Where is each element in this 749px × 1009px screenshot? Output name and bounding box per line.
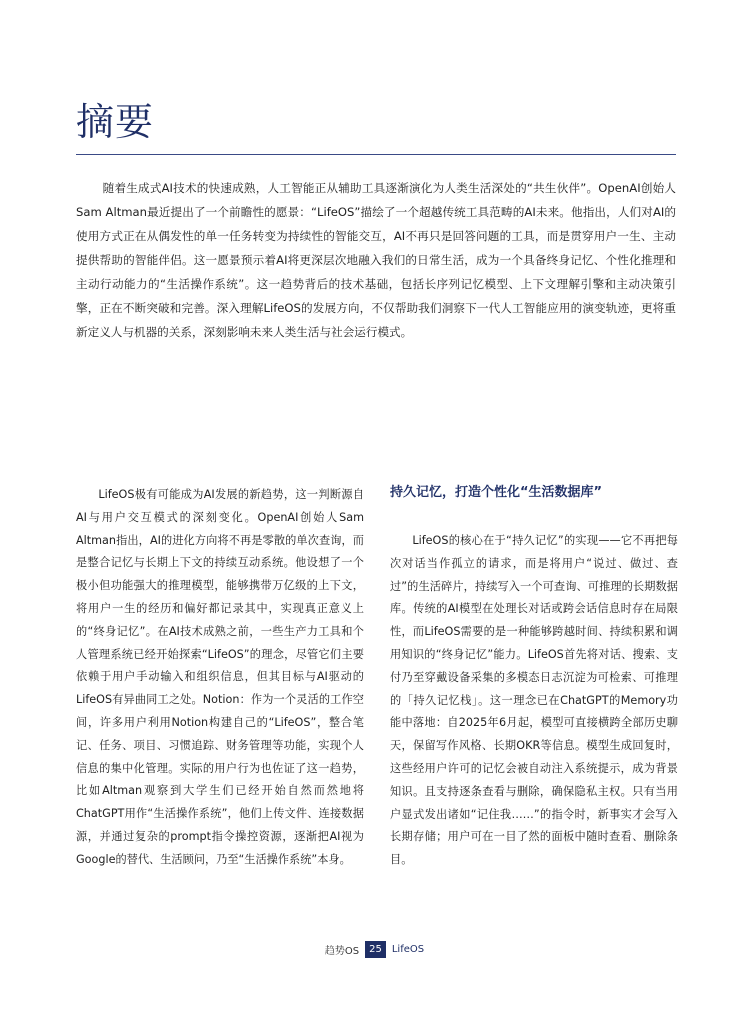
- page-number: 25: [365, 941, 386, 958]
- page-title: 摘要: [76, 100, 155, 144]
- footer-section-label: 趋势OS: [324, 945, 360, 957]
- page-footer: [0, 939, 749, 959]
- right-column-paragraph: LifeOS的核心在于“持久记忆”的实现——它不再把每次对话当作孤立的请求，而是将用户“说过、做过、查过”的生活碎片，持续写入一个可查询、可推理的长期数据库。传统的AI模型在处理长对话或跨会话信息时存在局限性，而LifeOS需要的是一种能够跨越时间、持续积累和调用知识的“终身记忆”能力。LifeOS首先将对话、搜索、支付乃至穿戴设备采集的多模态日志沉淀为可检索、可推理的「持久记忆栈」。这一理念已在ChatGPT的Memory功能中落地：自2025年6月起，模型可直接横跨全部历史聊天，保留写作风格、长期OKR等信息。模型生成回复时，这些经用户许可的记忆会被自动注入系统提示，成为背景知识。且支持逐条查看与删除，确保隐私主权。只有当用户显式发出诸如“记住我……”的指令时，新事实才会写入长期存储；用户可在一目了然的面板中随时查看、删除条目。: [390, 534, 678, 867]
- footer-brand: LifeOS: [391, 943, 425, 955]
- section-heading: 持久记忆，打造个性化“生活数据库”: [390, 485, 603, 500]
- left-column-paragraph: LifeOS极有可能成为AI发展的新趋势，这一判断源自AI与用户交互模式的深刻变化。OpenAI创始人Sam Altman指出，AI的进化方向将不再是零散的单次查询，而是整合记忆与长期上下文的持续互动系统。他设想了一个极小但功能强大的推理模型，能够携带万亿级的上下文，将用户一生的经历和偏好都记录其中，实现真正意义上的“终身记忆”。在AI技术成熟之前，一些生产力工具和个人管理系统已经开始探索“LifeOS”的理念，尽管它们主要依赖于用户手动输入和组织信息，但其目标与AI驱动的LifeOS有异曲同工之处。Notion：作为一个灵活的工作空间，许多用户利用Notion构建自己的“LifeOS”，整合笔记、任务、项目、习惯追踪、财务管理等功能，实现个人信息的集中化管理。实际的用户行为也佐证了这一趋势，比如Altman观察到大学生们已经开始自然而然地将ChatGPT用作“生活操作系统”，他们上传文件、连接数据源，并通过复杂的prompt指令操控资源，逐渐把AI视为Google的替代、生活顾问，乃至“生活操作系统”本身。: [76, 488, 364, 866]
- abstract-paragraph: 随着生成式AI技术的快速成熟，人工智能正从辅助工具逐渐演化为人类生活深处的“共生伙伴”。OpenAI创始人Sam Altman最近提出了一个前瞻性的愿景：“LifeOS”描绘了一个超越传统工具范畴的AI未来。他指出，人们对AI的使用方式正在从偶发性的单一任务转变为持续性的智能交互，AI不再只是回答问题的工具，而是贯穿用户一生、主动提供帮助的智能伴侣。这一愿景预示着AI将更深层次地融入我们的日常生活，成为一个具备终身记忆、个性化推理和主动行动能力的“生活操作系统”。这一趋势背后的技术基础，包括长序列记忆模型、上下文理解引擎和主动决策引擎，正在不断突破和完善。深入理解LifeOS的发展方向，不仅帮助我们洞察下一代人工智能应用的演变轨迹，更将重新定义人与机器的关系，深刻影响未来人类生活与社会运行模式。: [76, 181, 676, 339]
- title-divider: [76, 154, 676, 155]
- right-column: [390, 482, 678, 872]
- left-column: [76, 484, 364, 872]
